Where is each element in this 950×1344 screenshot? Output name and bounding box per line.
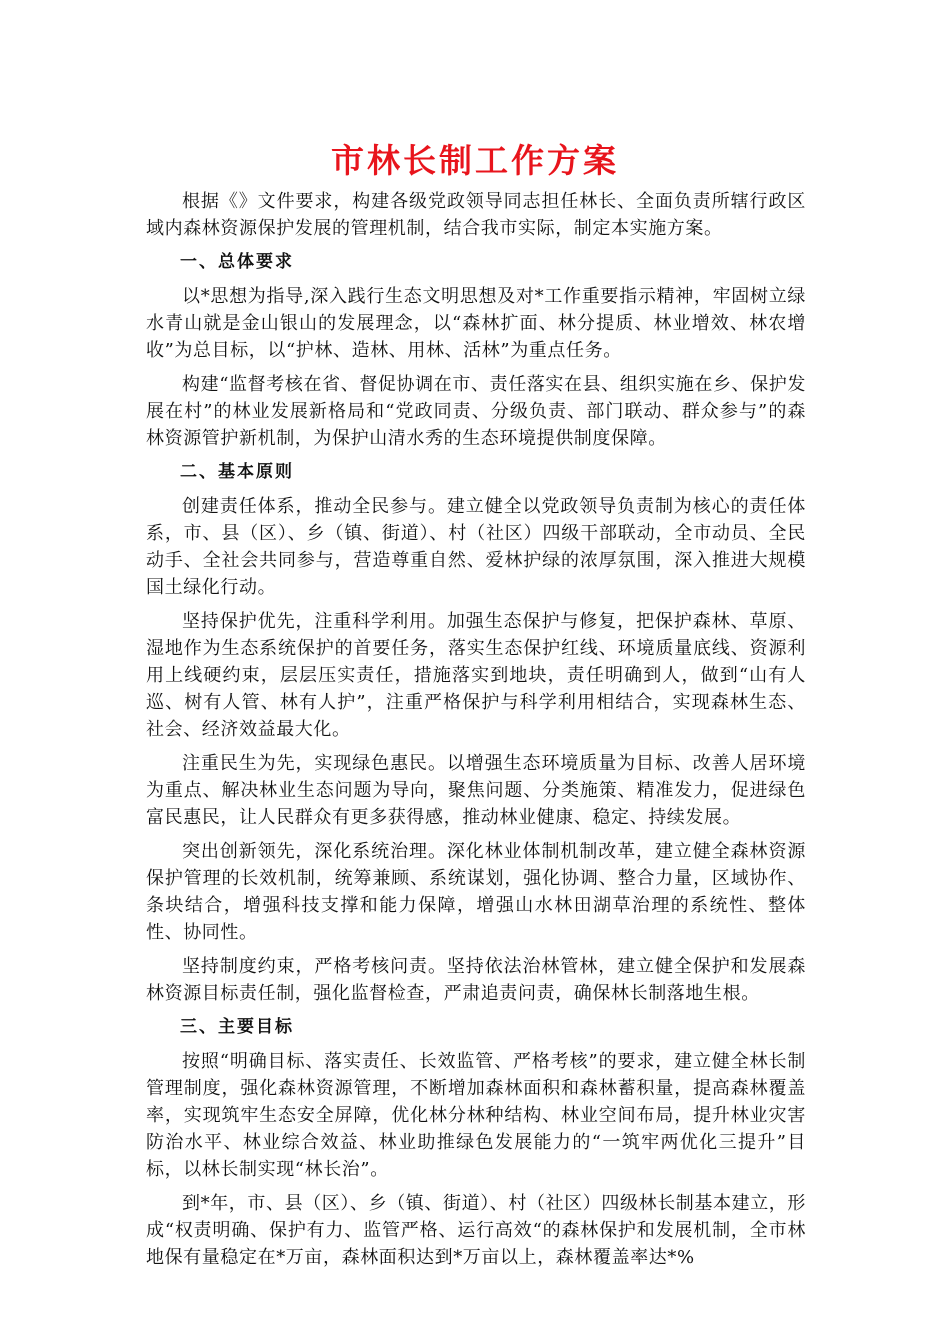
paragraph: 构建“监督考核在省、督促协调在市、责任落实在县、组织实施在乡、保护发展在村”的林业发展新格局和“党政同责、分级负责、部门联动、群众参与”的森林资源管护新机制，为保护山清水秀的生态环境提供制度保障。 [146, 374, 806, 449]
intro-paragraph: 根据《》文件要求，构建各级党政领导同志担任林长、全面负责所辖行政区域内森林资源保护发展的管理机制，结合我市实际，制定本实施方案。 [146, 191, 806, 239]
document-body [146, 188, 806, 1278]
paragraph: 按照“明确目标、落实责任、长效监管、严格考核”的要求，建立健全林长制管理制度，强化森林资源管理，不断增加森林面积和森林蓄积量，提高森林覆盖率，实现筑牢生态安全屏障，优化林分林种结构、林业空间布局，提升林业灾害防治水平、林业综合效益、林业助推绿色发展能力的“一筑牢两优化三提升”目标，以林长制实现“林长治”。 [146, 1051, 806, 1180]
section-heading-general-requirements: 一、总体要求 [180, 252, 294, 272]
document-title: 市林长制工作方案 [331, 141, 619, 180]
paragraph: 注重民生为先，实现绿色惠民。以增强生态环境质量为目标、改善人居环境为重点、解决林业生态问题为导向，聚焦问题、分类施策、精准发力，促进绿色富民惠民，让人民群众有更多获得感，推动林业健康、稳定、持续发展。 [146, 753, 806, 828]
section-heading-basic-principles: 二、基本原则 [180, 462, 294, 482]
section-heading-main-goals: 三、主要目标 [180, 1017, 294, 1037]
paragraph: 坚持制度约束，严格考核问责。坚持依法治林管林，建立健全保护和发展森林资源目标责任制，强化监督检查，严肃追责问责，确保林长制落地生根。 [146, 956, 806, 1004]
paragraph: 突出创新领先，深化系统治理。深化林业体制机制改革，建立健全森林资源保护管理的长效机制，统筹兼顾、系统谋划，强化协调、整合力量，区域协作、条块结合，增强科技支撑和能力保障，增强山水林田湖草治理的系统性、整体性、协同性。 [146, 841, 806, 943]
paragraph: 以*思想为指导,深入践行生态文明思想及对*工作重要指示精神，牢固树立绿水青山就是金山银山的发展理念，以“森林扩面、林分提质、林业增效、林农增收”为总目标，以“护林、造林、用林、活林”为重点任务。 [146, 286, 806, 361]
paragraph: 坚持保护优先，注重科学利用。加强生态保护与修复，把保护森林、草原、湿地作为生态系统保护的首要任务，落实生态保护红线、环境质量底线、资源利用上线硬约束，层层压实责任，措施落实到地块，责任明确到人，做到“山有人巡、树有人管、林有人护”，注重严格保护与科学利用相结合，实现森林生态、社会、经济效益最大化。 [146, 611, 806, 740]
paragraph: 到*年，市、县（区）、乡（镇、街道）、村（社区）四级林长制基本建立，形成“权责明确、保护有力、监管严格、运行高效“的森林保护和发展机制，全市林地保有量稳定在*万亩，森林面积达到*万亩以上，森林覆盖率达*% [146, 1193, 806, 1268]
paragraph: 创建责任体系，推动全民参与。建立健全以党政领导负责制为核心的责任体系，市、县（区）、乡（镇、街道）、村（社区）四级干部联动，全市动员、全民动手、全社会共同参与，营造尊重自然、爱林护绿的浓厚氛围，深入推进大规模国土绿化行动。 [146, 496, 806, 598]
